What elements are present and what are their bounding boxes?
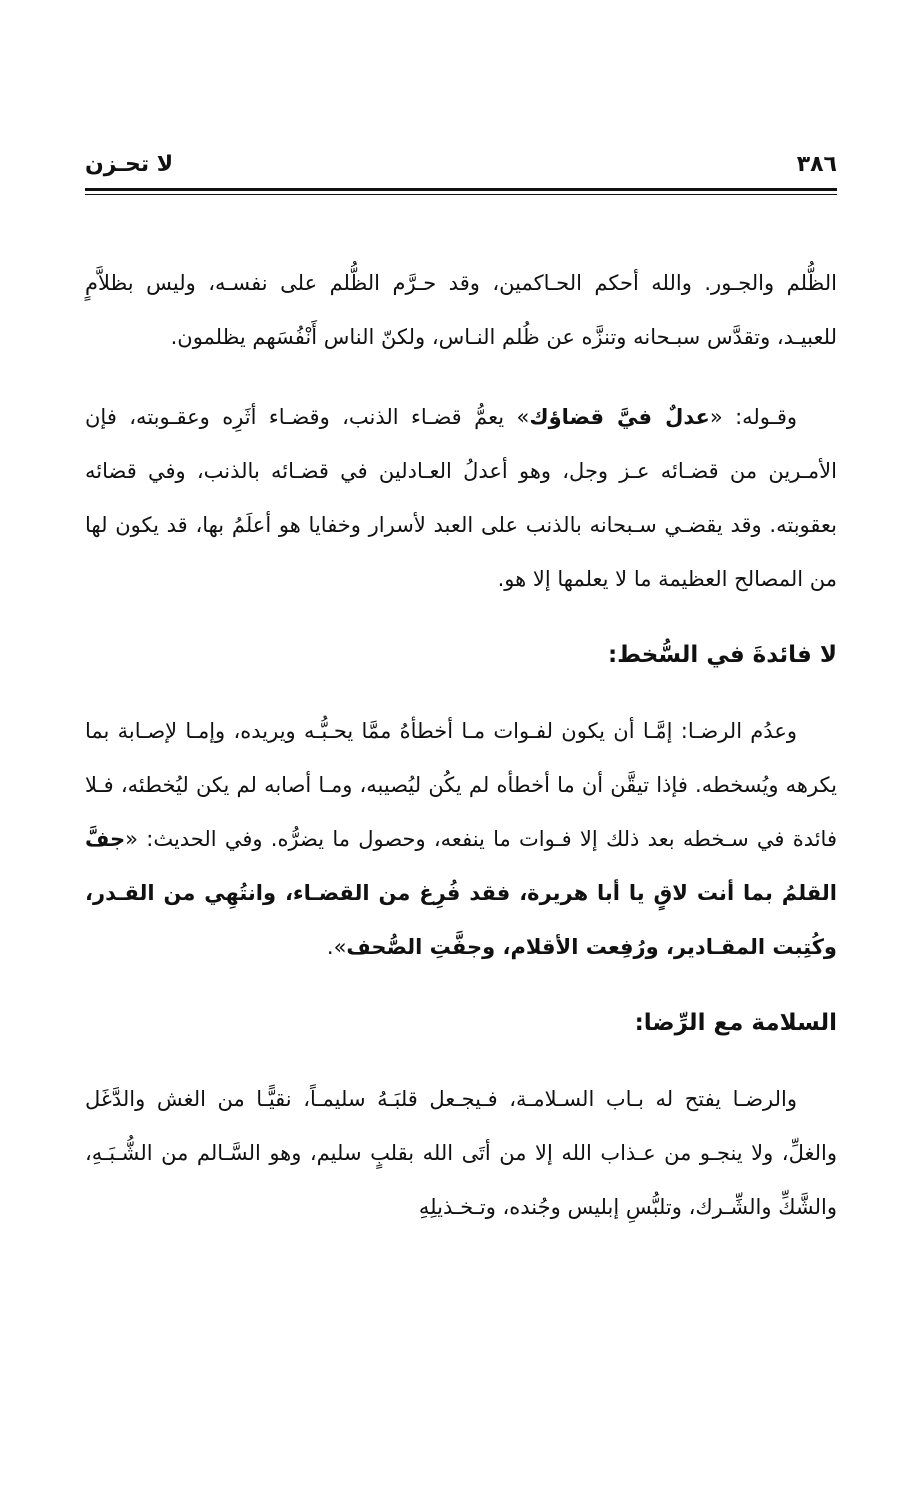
hadith-quote-2: جفَّ القلمُ بما أنت لاقٍ يا أبا هريرة، فقد فُرِغ من القضـاء، وانتُهِي من القـدر، وكُتِبت المقـادير، ورُفِعت الأقلام، وجفَّتِ الصُّحف: [85, 827, 837, 959]
header-rule-thick: [85, 188, 837, 191]
paragraph-1: الظُّلم والجـور. والله أحكم الحـاكمين، وقد حـرَّم الظُّلم على نفسـه، وليس بظلاَّمٍ للعبيـد، وتقدَّس سبـحانه وتنزَّه عن ظُلم النـاس، ولكنّ الناس أَنْفُسَهم يظلمون.: [85, 271, 837, 349]
section-gap: [85, 1050, 837, 1072]
hadith-quote-1: عدلٌ فيَّ قضاؤك: [529, 405, 710, 429]
section-heading-2: السلامة مع الرِّضا:: [634, 1010, 837, 1036]
section-heading-1: لا فائدةَ في السُّخط:: [607, 642, 837, 668]
paragraph-3-body: وعدُم الرضـا: إمَّـا أن يكون لفـوات مـا أخطأهُ ممَّا يحـبُّـه ويريده، وإمـا لإصـابة بما يكرهه ويُسخطه. فإذا تيقَّن أن ما أخطأه لم يكُن ليُصيبه، ومـا أصابه لم يكن ليُخطئه، فـلا فائدة في سـخطه بعد ذلك إلا فـوات ما ينفعه، وحصول ما يضرُّه. وفي الحديث: «: [85, 719, 837, 851]
paragraph-3-end: ».: [326, 935, 347, 959]
header-rule-thin: [85, 194, 837, 195]
page-content: [85, 256, 837, 1234]
page-header: [85, 152, 837, 180]
section-gap: [85, 974, 837, 996]
section-gap: [85, 606, 837, 628]
section-gap: [85, 682, 837, 704]
paragraph-2: [85, 390, 837, 606]
paragraph-3: [85, 704, 837, 974]
page-number: ٣٨٦: [796, 152, 837, 177]
book-title: لا تحـزن: [85, 152, 174, 177]
paragraph-2-intro: وقـوله: «: [709, 405, 797, 429]
paragraph-4: والرضـا يفتح له بـاب السـلامـة، فـيجـعل قلبَـهُ سليمـاً، نقيًّـا من الغش والدَّغَل والغلِّ، ولا ينجـو من عـذاب الله إلا من أتَى الله بقلبٍ سليم، وهو السَّـالم من الشُّـبَـهِ، والشَّكِّ والشِّـرك، وتلبُّسِ إبليس وجُنده، وتـخـذيلِهِ: [85, 1087, 837, 1219]
paragraph-gap: [85, 364, 837, 390]
paragraph-2-body: » يعمُّ قضـاء الذنب، وقضـاء أثَرِه وعقـوبته، فإن الأمـرين من قضـائه عـز وجل، وهو أعدلُ العـادلين في قضـائه بالذنب، وفي قضائه بعقوبته. وقد يقضـي سـبحانه بالذنب على العبد لأسرار وخفايا هو أعلَمُ بها، قد يكون لها من المصالح العظيمة ما لا يعلمها إلا هو.: [85, 405, 837, 591]
